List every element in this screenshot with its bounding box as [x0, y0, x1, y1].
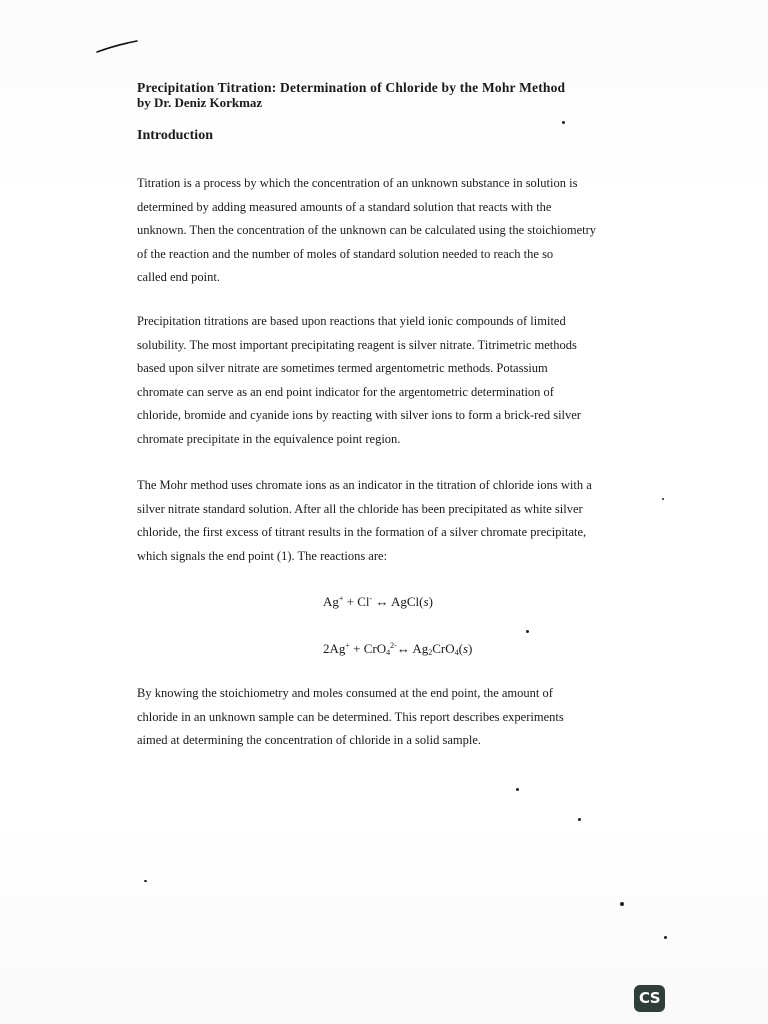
paragraph-line: chromate can serve as an end point indicator for the argentometric determination of [137, 384, 554, 399]
scan-speck [664, 936, 667, 939]
paragraph-line: chloride, the first excess of titrant results in the formation of a silver chromate precipitate, [137, 525, 587, 539]
paragraph-line: determined by adding measured amounts of a standard solution that reacts with the [137, 199, 552, 214]
paragraph-line: Precipitation titrations are based upon reactions that yield ionic compounds of limited [137, 314, 566, 328]
scan-speck [620, 902, 624, 906]
paragraph-line: silver nitrate standard solution. After all the chloride has been precipitated as white silver [137, 501, 583, 516]
paragraph-3 [137, 474, 652, 568]
paragraph-line: of the reaction and the number of moles of standard solution needed to reach the so [137, 246, 554, 261]
paragraph-line: which signals the end point (1). The reactions are: [137, 548, 388, 563]
document-title: Precipitation Titration: Determination of Chloride by the Mohr Method [137, 80, 566, 95]
camscanner-badge: CS [634, 985, 665, 1012]
equation-silver-chromate: 2Ag+ + CrO$_4^{2-}$↔ $Ag_2CrO_4(s)$ [323, 641, 473, 657]
scan-speck [578, 818, 581, 821]
paragraph-line: chloride, bromide and cyanide ions by reacting with silver ions to form a brick-red silver [137, 408, 581, 422]
scan-speck [144, 880, 147, 882]
paragraph-2 [137, 310, 652, 451]
pen-stroke-mark [96, 40, 138, 54]
equation-silver-chloride: Ag+ + Cl- ↔ AgCl(s) [323, 594, 433, 609]
paragraph-line: unknown. Then the concentration of the unknown can be calculated using the stoichiometry [137, 223, 597, 237]
scan-speck [516, 788, 519, 791]
paragraph-line: By knowing the stoichiometry and moles consumed at the end point, the amount of [137, 686, 553, 700]
section-heading-introduction: Introduction [137, 128, 213, 143]
scan-speck [526, 630, 529, 633]
paragraph-line: chloride in an unknown sample can be determined. This report describes experiments [137, 709, 564, 724]
paragraph-line: solubility. The most important precipitating reagent is silver nitrate. Titrimetric methods [137, 337, 577, 352]
paragraph-line: Titration is a process by which the concentration of an unknown substance in solution is [137, 176, 578, 190]
paragraph-line: based upon silver nitrate are sometimes termed argentometric methods. Potassium [137, 361, 548, 375]
paragraph-1 [137, 172, 652, 290]
paragraph-line: The Mohr method uses chromate ions as an indicator in the titration of chloride ions with a [137, 478, 592, 492]
scan-speck [562, 121, 565, 124]
scan-speck [662, 498, 664, 500]
paragraph-line: chromate precipitate in the equivalence point region. [137, 431, 401, 446]
paragraph-4 [137, 682, 652, 753]
paragraph-line: called end point. [137, 270, 220, 284]
document-author: by Dr. Deniz Korkmaz [137, 95, 263, 110]
paragraph-line: aimed at determining the concentration of chloride in a solid sample. [137, 733, 481, 747]
